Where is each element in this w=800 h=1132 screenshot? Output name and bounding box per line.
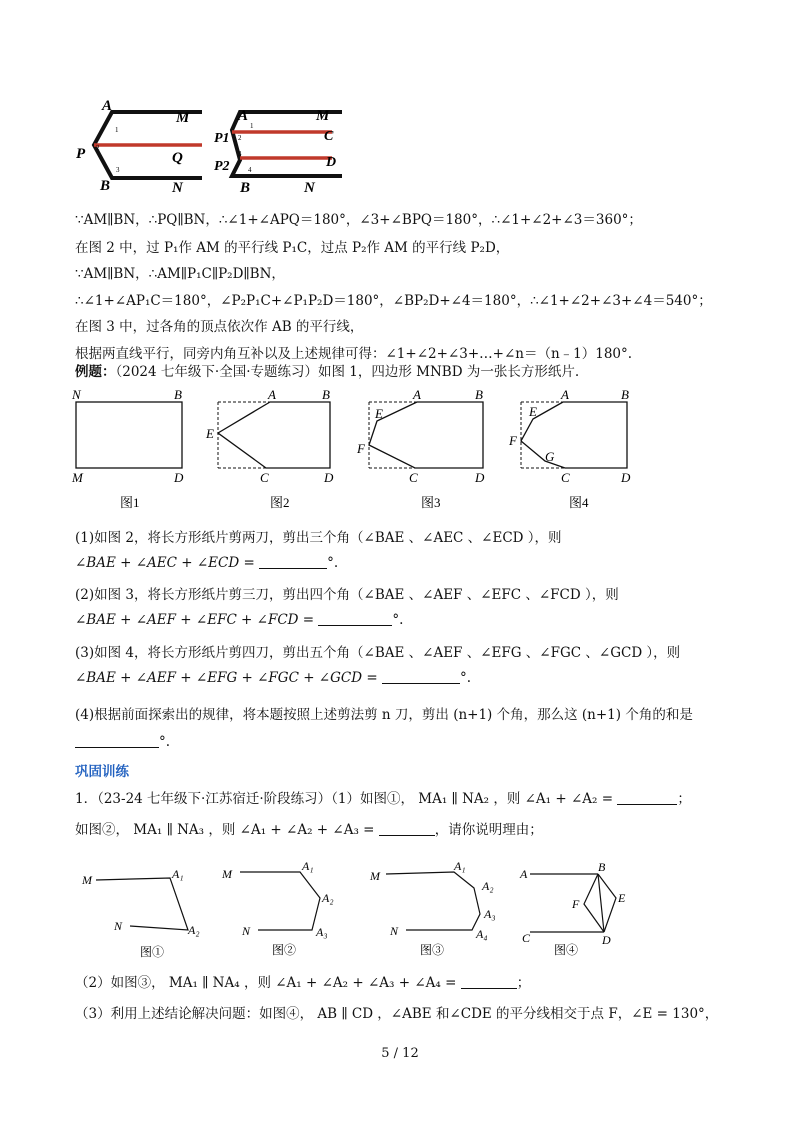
label-Q: Q — [172, 150, 183, 166]
svg-text:A₂: A₂ — [482, 879, 494, 893]
svg-text:E: E — [618, 891, 626, 905]
circ-figure-4 — [518, 858, 638, 958]
example-line — [75, 362, 579, 382]
svg-text:F: F — [357, 441, 365, 456]
example-label: 例题： — [75, 364, 116, 380]
label-N: N — [172, 180, 183, 196]
svg-text:M: M — [316, 108, 330, 124]
svg-text:D: D — [621, 470, 631, 485]
proof-line-5: 在图 3 中，过各角的顶点依次作 AB 的平行线， — [75, 319, 364, 335]
svg-text:D: D — [602, 933, 611, 947]
svg-text:A: A — [238, 108, 249, 124]
proof-line-2: 在图 2 中，过 P₁作 AM 的平行线 P₁C，过点 P₂作 AM 的平行线 P₂D， — [75, 240, 510, 256]
answer-blank[interactable] — [461, 974, 517, 989]
svg-text:A: A — [561, 387, 569, 402]
exercise-line-2: 如图②， MA₁ ∥ NA₃ ，则 ∠A₁ + ∠A₂ + ∠A₃ = ，请你说明理由； — [75, 822, 543, 838]
svg-text:N: N — [72, 387, 81, 402]
rect-figure-1 — [70, 385, 200, 515]
page-number: 5 / 12 — [381, 1046, 419, 1061]
caption-fig1: 图1 — [120, 495, 140, 510]
answer-blank[interactable] — [379, 821, 435, 836]
caption-circ-3: 图③ — [420, 943, 445, 957]
svg-text:3: 3 — [116, 166, 120, 174]
question-3-line-b: ∠BAE + ∠AEF + ∠EFG + ∠FGC + ∠GCD = °. — [75, 670, 471, 686]
svg-text:A₁: A₁ — [172, 867, 184, 881]
svg-text:A₃: A₃ — [484, 907, 496, 921]
svg-text:F: F — [572, 897, 580, 911]
svg-text:C: C — [522, 931, 531, 945]
label-M: M — [176, 110, 190, 126]
question-1-line-b: ∠BAE + ∠AEC + ∠ECD = °. — [75, 555, 339, 571]
rect-figure-2 — [200, 385, 340, 515]
proof-line-1: ∵AM∥BN，∴PQ∥BN，∴∠1+∠APQ＝180°，∠3+∠BPQ＝180°，∴∠1+∠2+∠3＝360°； — [75, 212, 642, 228]
svg-text:N: N — [390, 924, 399, 938]
svg-text:N: N — [242, 924, 251, 938]
svg-text:A₁: A₁ — [454, 859, 466, 873]
svg-text:M: M — [370, 869, 380, 883]
question-4-line-a: (4)根据前面探索出的规律，将本题按照上述剪法剪 n 刀，剪出 (n+1) 个角，那么这 (n+1) 个角的和是 — [75, 707, 693, 723]
circ-figure-1 — [80, 860, 210, 960]
svg-text:D: D — [475, 470, 485, 485]
proof-line-4: ∴∠1+∠AP₁C＝180°，∠P₂P₁C+∠P₁P₂D＝180°，∠BP₂D+∠4＝180°，∴∠1+∠2+∠3+∠4＝540°； — [75, 293, 712, 309]
caption-fig4: 图4 — [569, 495, 589, 510]
svg-text:A: A — [268, 387, 276, 402]
svg-text:D: D — [326, 155, 337, 170]
svg-text:C: C — [561, 470, 570, 485]
answer-blank[interactable] — [75, 733, 159, 748]
question-2-line-b: ∠BAE + ∠AEF + ∠EFC + ∠FCD = °. — [75, 612, 404, 628]
svg-text:B: B — [322, 387, 330, 402]
answer-blank[interactable] — [318, 611, 392, 626]
label-B: B — [100, 178, 111, 194]
svg-text:3: 3 — [238, 150, 242, 158]
svg-text:E: E — [206, 426, 214, 441]
label-A: A — [102, 98, 113, 114]
svg-text:4: 4 — [248, 166, 252, 174]
label-P: P — [76, 146, 86, 162]
proof-line-6: 根据两直线平行，同旁内角互补以及上述规律可得：∠1+∠2+∠3+…+∠n＝（n﹣1）180°. — [75, 346, 633, 362]
question-4-line-b: °. — [75, 732, 170, 752]
svg-text:B: B — [240, 180, 251, 196]
answer-blank[interactable] — [382, 669, 460, 684]
caption-circ-4: 图④ — [554, 943, 579, 957]
answer-blank[interactable] — [617, 790, 677, 805]
svg-text:A: A — [413, 387, 421, 402]
svg-text:A₂: A₂ — [188, 923, 200, 937]
proof-line-3: ∵AM∥BN，∴AM∥P₁C∥P₂D∥BN， — [75, 266, 285, 282]
question-1-line-a: (1)如图 2，将长方形纸片剪两刀，剪出三个角（∠BAE 、∠AEC 、∠ECD ），则 — [75, 530, 562, 546]
svg-text:B: B — [621, 387, 629, 402]
svg-text:B: B — [174, 387, 182, 402]
svg-text:M: M — [72, 470, 83, 485]
svg-text:D: D — [324, 470, 334, 485]
svg-text:A₃: A₃ — [316, 925, 328, 939]
svg-text:B: B — [475, 387, 483, 402]
svg-text:A₄: A₄ — [476, 927, 488, 941]
circ-figure-3 — [368, 858, 508, 958]
svg-text:2: 2 — [96, 144, 100, 152]
question-2-line-a: (2)如图 3，将长方形纸片剪三刀，剪出四个角（∠BAE 、∠AEF 、∠EFC 、∠FCD ），则 — [75, 587, 619, 603]
caption-fig2: 图2 — [270, 495, 290, 510]
question-3-line-a: (3)如图 4，将长方形纸片剪四刀，剪出五个角（∠BAE 、∠AEF 、∠EFG 、∠FGC 、∠GCD ），则 — [75, 645, 681, 661]
svg-text:A₁: A₁ — [302, 859, 314, 873]
answer-blank[interactable] — [259, 554, 327, 569]
svg-text:C: C — [260, 470, 269, 485]
caption-circ-1: 图① — [140, 945, 165, 959]
svg-text:F: F — [509, 433, 517, 448]
svg-text:G: G — [545, 449, 555, 464]
svg-text:D: D — [174, 470, 184, 485]
top-figure-1 — [72, 100, 202, 195]
svg-text:B: B — [598, 860, 606, 874]
circ-figure-2 — [218, 858, 358, 958]
svg-text:1: 1 — [115, 126, 119, 134]
example-text: （2024 七年级下·全国·专题练习）如图 1，四边形 MNBD 为一张长方形纸片. — [115, 364, 580, 380]
svg-text:M: M — [222, 867, 232, 881]
svg-text:A: A — [520, 867, 528, 881]
top-figure-2 — [212, 100, 352, 195]
section-title: 巩固训练 — [75, 764, 129, 780]
exercise-line-3: （2）如图③， MA₁ ∥ NA₄ ，则 ∠A₁ + ∠A₂ + ∠A₃ + ∠A₄ = ； — [75, 975, 531, 991]
svg-text:A₂: A₂ — [322, 891, 334, 905]
svg-text:N: N — [114, 919, 123, 933]
rect-figure-4 — [505, 385, 645, 515]
svg-text:E: E — [375, 406, 383, 421]
svg-text:P1: P1 — [214, 131, 230, 146]
svg-text:P2: P2 — [214, 159, 230, 174]
svg-text:2: 2 — [238, 134, 242, 142]
caption-circ-2: 图② — [272, 943, 297, 957]
svg-text:M: M — [82, 873, 92, 887]
exercise-line-4: （3）利用上述结论解决问题：如图④， AB ∥ CD ，∠ABE 和∠CDE 的平分线相交于点 F，∠E = 130°， — [75, 1006, 719, 1022]
exercise-line-1: 1．（23-24 七年级下·江苏宿迁·阶段练习）（1）如图①， MA₁ ∥ NA₂ ，则 ∠A₁ + ∠A₂ = ； — [75, 791, 691, 807]
rect-figure-3 — [355, 385, 495, 515]
caption-fig3: 图3 — [421, 495, 441, 510]
svg-text:1: 1 — [250, 122, 254, 130]
svg-text:C: C — [409, 470, 418, 485]
svg-text:E: E — [529, 404, 537, 419]
svg-text:C: C — [324, 129, 334, 144]
svg-text:N: N — [304, 180, 315, 196]
